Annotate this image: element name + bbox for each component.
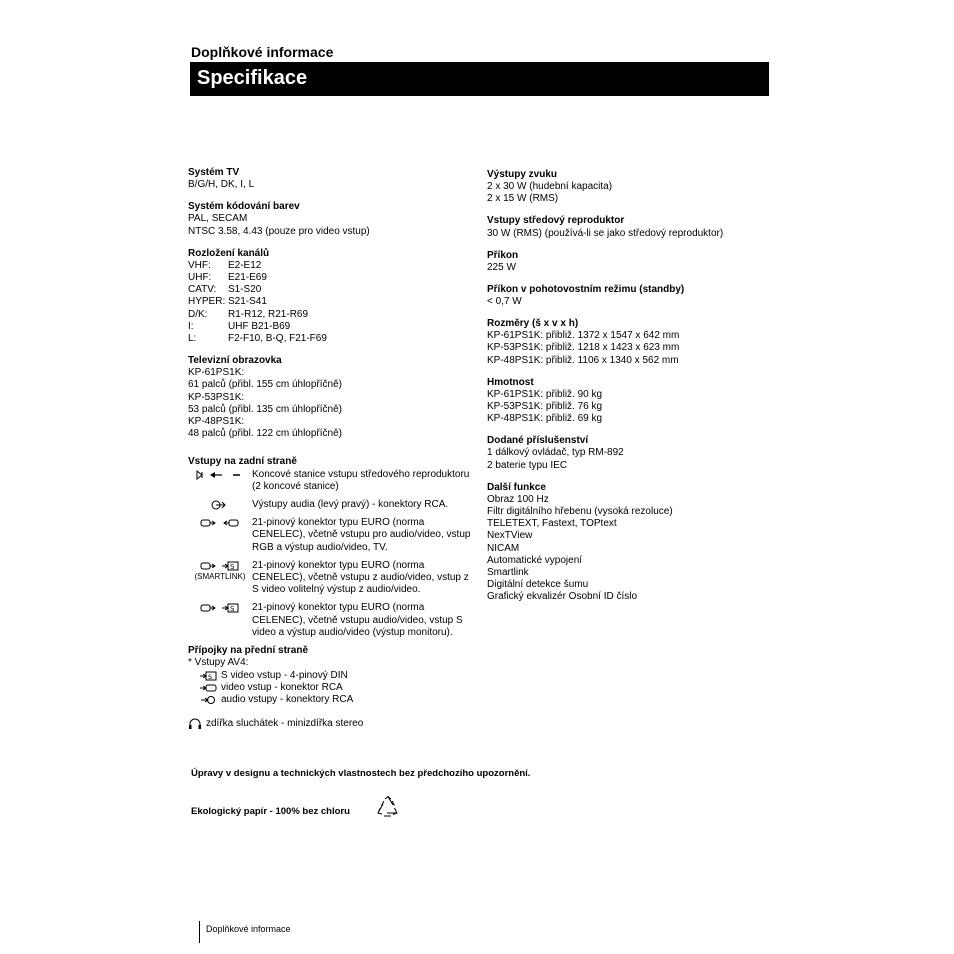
spec-value: 61 palců (přibl. 155 cm úhlopříčně) — [188, 379, 342, 391]
section-title: Doplňkové informace — [191, 44, 334, 60]
footer-divider — [199, 921, 200, 943]
channel-row — [188, 309, 478, 321]
spec-value: KP-48PS1K: — [188, 416, 245, 428]
spec-heading: Další funkce — [487, 481, 546, 493]
spec-power — [487, 250, 777, 274]
audio-in-icon — [200, 695, 218, 705]
spec-value: NTSC 3.58, 4.43 (pouze pro video vstup) — [188, 225, 370, 237]
channel-row — [188, 284, 478, 296]
spec-value: PAL, SECAM — [188, 213, 248, 225]
spec-value: 48 palců (přibl. 122 cm úhlopříčně) — [188, 428, 342, 440]
speaker-terminal-icon — [188, 469, 252, 493]
video-in-icon — [200, 683, 218, 693]
spec-value: KP-53PS1K: přibliž. 76 kg — [487, 401, 603, 413]
spec-heading: Hmotnost — [487, 376, 534, 388]
spec-color-system — [188, 201, 478, 238]
channel-range: S21-S41 — [228, 296, 267, 308]
front-connector — [188, 694, 478, 706]
spec-standby — [487, 284, 777, 308]
front-connector-label: audio vstupy - konektory RCA — [221, 693, 354, 705]
channel-row — [188, 260, 478, 272]
channel-band: CATV: — [188, 284, 217, 296]
spec-value: KP-61PS1K: přibliž. 90 kg — [487, 388, 603, 400]
spec-heading: Příkon — [487, 249, 519, 261]
connector-description: Výstupy audia (levý pravý) - konektory RCA. — [252, 499, 449, 511]
footer-label: Doplňkové informace — [206, 924, 291, 934]
channel-band: L: — [188, 333, 197, 345]
spec-value: KP-53PS1K: — [188, 391, 245, 403]
channel-band: HYPER: — [188, 296, 226, 308]
spec-heading: Vstupy středový reproduktor — [487, 215, 625, 227]
spec-value: 1 dálkový ovládač, typ RM-892 — [487, 447, 624, 459]
channel-range: E21-E69 — [228, 272, 267, 284]
connector-item — [188, 517, 478, 554]
connector-description: 21-pinový konektor typu EURO (norma CELENEC), včetně vstupu audio/video, vstup S video a výstup audio/video (výstup monitoru). — [252, 602, 463, 638]
front-connector — [188, 670, 478, 682]
connector-item — [188, 469, 478, 493]
channel-row — [188, 296, 478, 308]
svg-text:S: S — [230, 562, 235, 571]
left-column — [188, 167, 478, 730]
headphones-item — [188, 718, 478, 730]
page-title: Specifikace — [190, 62, 769, 96]
channel-row — [188, 333, 478, 345]
spec-heading: Rozměry (š x v x h) — [487, 318, 579, 330]
headphones-label: zdířka sluchátek - minizdířka stereo — [206, 718, 364, 730]
spec-value: 225 W — [487, 261, 516, 273]
spec-value: KP-53PS1K: přibliž. 1218 x 1423 x 623 mm — [487, 342, 680, 354]
spec-tv-system — [188, 167, 478, 191]
spec-heading: Dodané příslušenství — [487, 435, 589, 447]
spec-value: 2 x 15 W (RMS) — [487, 193, 559, 205]
scart-icon — [188, 517, 252, 554]
spec-heading: Televizní obrazovka — [188, 355, 282, 367]
spec-heading: Systém kódování barev — [188, 201, 300, 213]
connector-description: 21-pinový konektor typu EURO (norma CENELEC), včetně vstupu pro audio/video, vstup RGB a výstup audio/video, TV. — [252, 517, 471, 553]
spec-value: 2 x 30 W (hudební kapacita) — [487, 181, 613, 193]
channel-range: F2-F10, B-Q, F21-F69 — [228, 333, 327, 345]
spec-front-inputs — [188, 645, 478, 730]
spec-value: Smartlink — [487, 567, 529, 579]
front-connector-label: video vstup - konektor RCA — [221, 681, 343, 693]
channel-range: UHF B21-B69 — [228, 320, 291, 332]
spec-center-in — [487, 215, 777, 239]
design-change-note: Úpravy v designu a technických vlastnostech bez předchozího upozornění. — [191, 768, 531, 779]
eco-paper-note: Ekologický papír - 100% bez chloru — [191, 806, 350, 817]
spec-weight — [487, 377, 777, 426]
spec-value: * Vstupy AV4: — [188, 657, 249, 669]
channel-range: R1-R12, R21-R69 — [228, 308, 309, 320]
spec-value: KP-48PS1K: přibliž. 69 kg — [487, 413, 603, 425]
spec-accessories — [487, 435, 777, 472]
channel-row — [188, 321, 478, 333]
spec-heading: Přípojky na přední straně — [188, 645, 309, 657]
spec-value: Grafický ekvalizér Osobní ID číslo — [487, 591, 638, 603]
spec-value: B/G/H, DK, I, L — [188, 179, 255, 191]
spec-value: Digitální detekce šumu — [487, 579, 589, 591]
channel-band: D/K: — [188, 308, 208, 320]
recycle-icon — [376, 795, 400, 824]
channel-band: VHF: — [188, 259, 211, 271]
spec-heading: Systém TV — [188, 167, 240, 178]
spec-heading: Příkon v pohotovostním režimu (standby) — [487, 283, 685, 295]
front-connector — [188, 682, 478, 694]
front-connector-label: S video vstup - 4-pinový DIN — [221, 669, 348, 681]
spec-sound-out — [487, 169, 777, 206]
spec-rear-inputs — [188, 456, 478, 639]
spec-value: 2 baterie typu IEC — [487, 459, 568, 471]
spec-features — [487, 482, 777, 604]
spec-value: TELETEXT, Fastext, TOPtext — [487, 518, 617, 530]
spec-heading: Výstupy zvuku — [487, 169, 558, 180]
headphones-icon — [188, 718, 202, 730]
spec-value: NexTView — [487, 530, 533, 542]
right-column — [487, 169, 777, 613]
spec-channels — [188, 248, 478, 346]
spec-value: NICAM — [487, 542, 520, 554]
spec-heading: Rozložení kanálů — [188, 247, 270, 259]
spec-value: Filtr digitálního hřebenu (vysoká rezoluce) — [487, 506, 673, 518]
s-video-scart-icon — [188, 560, 252, 597]
connector-description: 21-pinový konektor typu EURO (norma CENELEC), včetně vstupu z audio/video, vstup z S video volitelný výstup z audio/video. — [252, 559, 469, 596]
spec-value: Automatické vypojení — [487, 554, 583, 566]
channel-range: E2-E12 — [228, 259, 262, 271]
spec-screen — [188, 355, 478, 440]
svg-text:S: S — [230, 605, 235, 614]
channel-band: UHF: — [188, 272, 212, 284]
spec-value: Obraz 100 Hz — [487, 493, 549, 505]
channel-row — [188, 272, 478, 284]
spec-heading: Vstupy na zadní straně — [188, 456, 297, 468]
spec-value: KP-48PS1K: přibliž. 1106 x 1340 x 562 mm — [487, 354, 679, 366]
connector-item — [188, 602, 478, 639]
spec-value: 30 W (RMS) (používá-li se jako středový reproduktor) — [487, 227, 724, 239]
s-video-icon — [200, 671, 218, 681]
spec-dimensions — [487, 318, 777, 367]
spec-value: KP-61PS1K: — [188, 367, 245, 379]
channel-band: I: — [188, 320, 194, 332]
svg-text:S: S — [208, 672, 213, 681]
connector-item — [188, 560, 478, 597]
spec-value: 53 palců (přibl. 135 cm úhlopříčně) — [188, 403, 342, 415]
spec-value: < 0,7 W — [487, 296, 522, 308]
spec-value: KP-61PS1K: přibliž. 1372 x 1547 x 642 mm — [487, 330, 680, 342]
connector-item — [188, 499, 478, 511]
smartlink-label: (SMARTLINK) — [194, 571, 246, 581]
s-video-scart-icon — [188, 602, 252, 639]
connector-description: Koncové stanice vstupu středového reproduktoru (2 koncové stanice) — [252, 468, 470, 492]
audio-out-icon — [188, 499, 252, 511]
channel-range: S1-S20 — [228, 284, 262, 296]
